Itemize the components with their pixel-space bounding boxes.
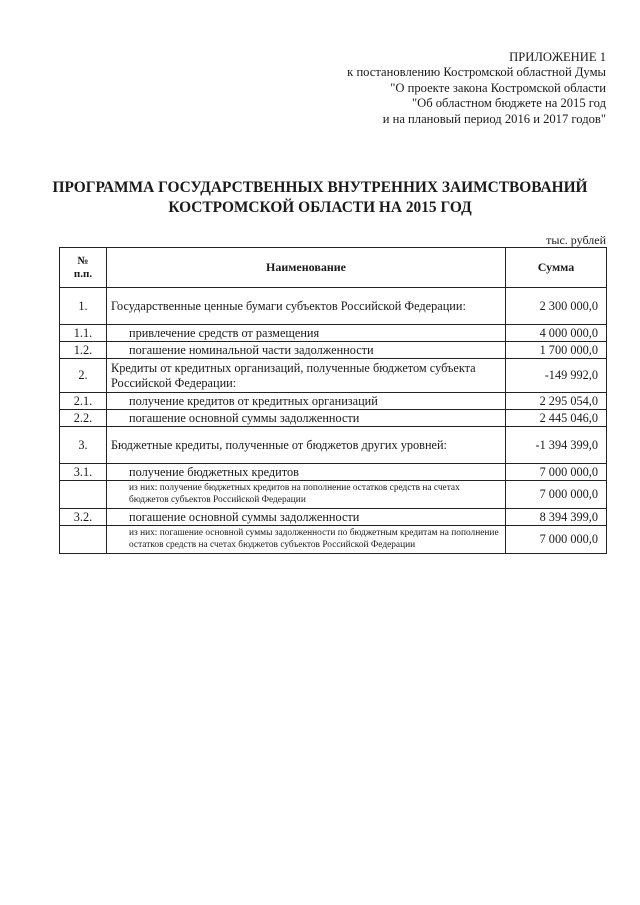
table-row [60, 481, 607, 509]
header-number-line-2: п.п. [73, 267, 93, 280]
table-row [60, 509, 607, 526]
table-row [60, 427, 607, 464]
row-amount: -149 992,0 [506, 359, 607, 393]
unit-label: тыс. рублей [546, 233, 606, 247]
title-line-1: ПРОГРАММА ГОСУДАРСТВЕННЫХ ВНУТРЕННИХ ЗАИМСТВОВАНИЙ [52, 179, 588, 196]
row-amount: 2 445 046,0 [506, 410, 607, 427]
row-name: Кредиты от кредитных организаций, полученные бюджетом субъекта Российской Федерации: [107, 359, 506, 393]
borrowings-table [59, 247, 607, 554]
row-number: 3.1. [60, 464, 107, 481]
row-name: Государственные ценные бумаги субъектов Российской Федерации: [107, 288, 506, 325]
row-number [60, 526, 107, 554]
row-amount: 7 000 000,0 [506, 481, 607, 509]
row-amount: 7 000 000,0 [506, 526, 607, 554]
table-header-row [60, 248, 607, 288]
header-number-line-1: № [77, 254, 89, 267]
row-number: 1.1. [60, 325, 107, 342]
row-amount: 8 394 399,0 [506, 509, 607, 526]
document-title [0, 178, 640, 218]
row-amount: 7 000 000,0 [506, 464, 607, 481]
row-name: получение бюджетных кредитов [107, 464, 506, 481]
title-line-2: КОСТРОМСКОЙ ОБЛАСТИ НА 2015 ГОД [168, 199, 472, 216]
row-name: Бюджетные кредиты, полученные от бюджетов других уровней: [107, 427, 506, 464]
appendix-line: "О проекте закона Костромской области [390, 80, 606, 95]
header-number [60, 248, 107, 288]
row-number: 2.2. [60, 410, 107, 427]
row-number: 1.2. [60, 342, 107, 359]
table-row [60, 359, 607, 393]
table-row [60, 325, 607, 342]
table-row [60, 410, 607, 427]
row-name: из них: получение бюджетных кредитов на пополнение остатков средств на счетах бюджетов субъектов Российской Федерации [107, 481, 506, 509]
row-number: 3. [60, 427, 107, 464]
table-row [60, 342, 607, 359]
row-name: погашение основной суммы задолженности [107, 410, 506, 427]
row-amount: 2 295 054,0 [506, 393, 607, 410]
row-name: привлечение средств от размещения [107, 325, 506, 342]
row-amount: 4 000 000,0 [506, 325, 607, 342]
row-name: погашение основной суммы задолженности [107, 509, 506, 526]
row-number [60, 481, 107, 509]
row-amount: -1 394 399,0 [506, 427, 607, 464]
row-number: 1. [60, 288, 107, 325]
row-amount: 2 300 000,0 [506, 288, 607, 325]
row-name: получение кредитов от кредитных организаций [107, 393, 506, 410]
row-number: 2.1. [60, 393, 107, 410]
header-name: Наименование [107, 248, 506, 288]
appendix-line: и на плановый период 2016 и 2017 годов" [382, 111, 606, 126]
appendix-line: "Об областном бюджете на 2015 год [411, 96, 606, 111]
row-name: из них: погашение основной суммы задолженности по бюджетным кредитам на пополнение остатков средств на счетах бюджетов субъектов Российской Федерации [107, 526, 506, 554]
row-name: погашение номинальной части задолженности [107, 342, 506, 359]
table-row [60, 288, 607, 325]
appendix-line: ПРИЛОЖЕНИЕ 1 [509, 50, 606, 64]
row-amount: 1 700 000,0 [506, 342, 607, 359]
header-amount: Сумма [506, 248, 607, 288]
appendix-block [347, 50, 606, 127]
row-number: 2. [60, 359, 107, 393]
appendix-line: к постановлению Костромской областной Думы [347, 65, 606, 80]
table-row [60, 464, 607, 481]
table-row [60, 526, 607, 554]
row-number: 3.2. [60, 509, 107, 526]
table-row [60, 393, 607, 410]
